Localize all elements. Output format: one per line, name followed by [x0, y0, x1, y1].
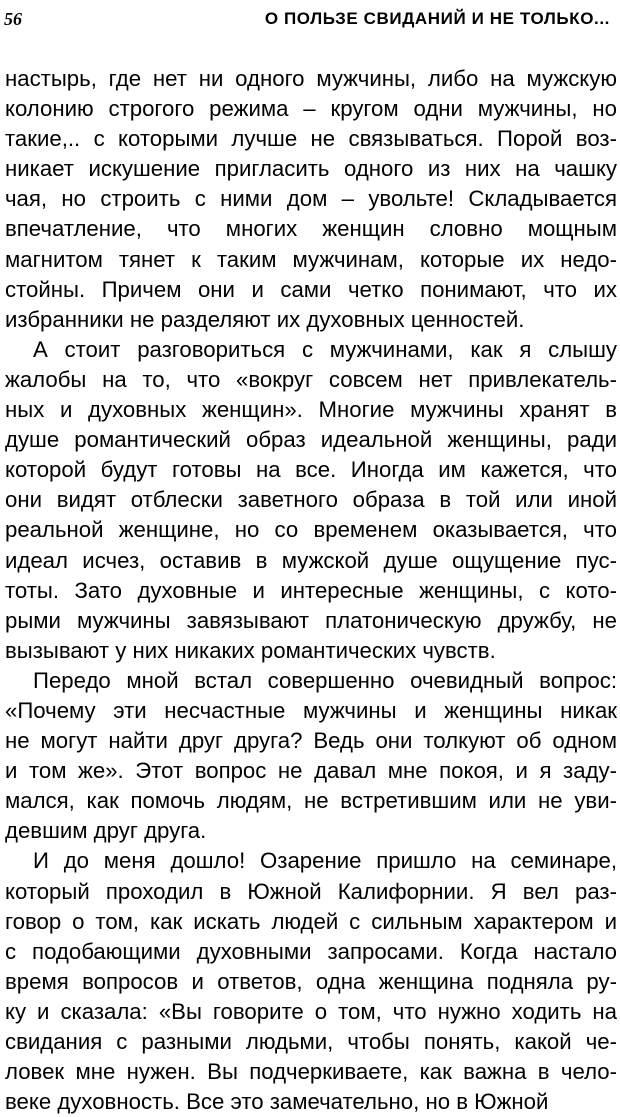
text-line: никает искушение пригласить одного из них на чашку	[5, 156, 617, 182]
text-line: такие,.. с которыми лучше не связываться. Порой воз-	[5, 126, 617, 152]
paragraph	[5, 64, 617, 335]
paragraph	[5, 335, 617, 666]
text-line: девшим друг друга.	[5, 818, 207, 844]
text-line: душе романтический образ идеальной женщины, ради	[5, 427, 617, 453]
text-line: реальной женщине, но со временем оказывается, что	[5, 517, 617, 543]
paragraph	[5, 846, 617, 1117]
text-line: говор о том, как искать людей с сильным характером и	[5, 908, 617, 934]
text-line: ку и сказала: «Вы говорите о том, что нужно ходить на	[5, 998, 617, 1024]
text-line: стойны. Причем они и сами четко понимают, что их	[5, 276, 617, 302]
text-line: настырь, где нет ни одного мужчины, либо на мужскую	[5, 66, 617, 91]
body-text	[5, 64, 617, 1117]
text-line: тоты. Зато духовные и интересные женщины, с кото-	[5, 577, 617, 603]
text-line: они видят отблески заветного образа в той или иной	[5, 487, 617, 513]
text-line: «Почему эти несчастные мужчины и женщины никак	[5, 697, 617, 723]
text-line: Передо мной встал совершенно очевидный вопрос:	[33, 667, 617, 693]
text-line: избранники не разделяют их духовных ценностей.	[5, 306, 525, 332]
text-line: время вопросов и ответов, одна женщина подняла ру-	[5, 968, 617, 994]
text-line: который проходил в Южной Калифорнии. Я вел раз-	[5, 878, 617, 904]
text-line: рыми мужчины завязывают платоническую дружбу, не	[5, 607, 617, 633]
text-line: ных и духовных женщин». Многие мужчины хранят в	[5, 397, 617, 423]
text-line: вызывают у них никаких романтических чувств.	[5, 637, 496, 663]
text-line: А стоит разговориться с мужчинами, как я слышу	[33, 336, 617, 362]
text-line: И до меня дошло! Озарение пришло на семинаре,	[33, 848, 617, 874]
text-line: чая, но строить с ними дом – увольте! Складывается	[5, 186, 617, 212]
text-line: веке духовность. Все это замечательно, но в Южной	[5, 1089, 549, 1115]
text-line: мался, как помочь людям, не встретившим или не уви-	[5, 788, 617, 814]
text-line: свидания с разными людьми, чтобы понять, какой че-	[5, 1029, 617, 1054]
page-number: 56	[4, 8, 22, 29]
paragraph	[5, 666, 617, 847]
text-line: впечатление, что многих женщин словно мощным	[5, 216, 617, 242]
text-line: которой будут готовы на все. Иногда им кажется, что	[5, 457, 617, 483]
running-head	[4, 6, 610, 32]
text-line: магнитом тянет к таким мужчинам, которые их недо-	[5, 246, 617, 272]
text-line: с подобающими духовными запросами. Когда настало	[5, 938, 617, 964]
text-line: и том же». Этот вопрос не давал мне покоя, и я заду-	[5, 758, 617, 784]
text-line: ловек мне нужен. Вы подчеркиваете, как важна в чело-	[5, 1059, 617, 1085]
running-head-title: О ПОЛЬЗЕ СВИДАНИЙ И НЕ ТОЛЬКО...	[264, 9, 610, 28]
text-line: не могут найти друг друга? Ведь они толкуют об одном	[5, 728, 617, 754]
text-line: колонию строгого режима – кругом одни мужчины, но	[5, 96, 617, 122]
text-line: идеал исчез, оставив в мужской душе ощущение пус-	[5, 547, 617, 573]
text-line: жалобы на то, что «вокруг совсем нет привлекатель-	[5, 366, 617, 392]
